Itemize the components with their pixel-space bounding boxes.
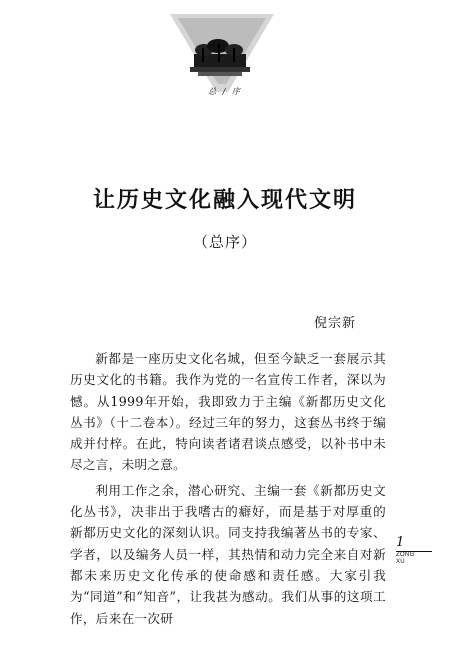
running-head: 总 / 序	[208, 87, 242, 96]
author-name: 倪宗新	[314, 316, 357, 331]
page-subtitle: （总序）	[192, 233, 257, 251]
section-label-top: ZONG	[396, 552, 415, 558]
page-title: 让历史文化融入现代文明	[92, 187, 357, 213]
section-label-bottom: XU	[396, 559, 405, 565]
page-number: 1	[396, 535, 405, 550]
body-text	[70, 348, 386, 633]
paragraph: 利用工作之余，潜心研究、主编一套《新都历史文化丛书》，决非出于我嗜古的癖好，而是基于对厚重的新都历史文化的深刻认识。同支持我编著丛书的专家、学者，以及编务人员一样，其热情和动力完全来自对新都未来历史文化传承的使命感和责任感。大家引我为“同道”和“知音”，让我甚为感动。我们从事的这项工作，后来在一次研	[70, 482, 386, 626]
page-marker	[396, 536, 436, 566]
paragraph: 新都是一座历史文化名城，但至今缺乏一套展示其历史文化的书籍。我作为党的一名宣传工作者，深以为憾。从1999年开始，我即致力于主编《新都历史文化丛书》（十二卷本）。经过三年的努力，这套丛书终于编成并付梓。在此，特向读者诸君谈点感受，以补书中未尽之言，未明之意。	[70, 351, 386, 473]
